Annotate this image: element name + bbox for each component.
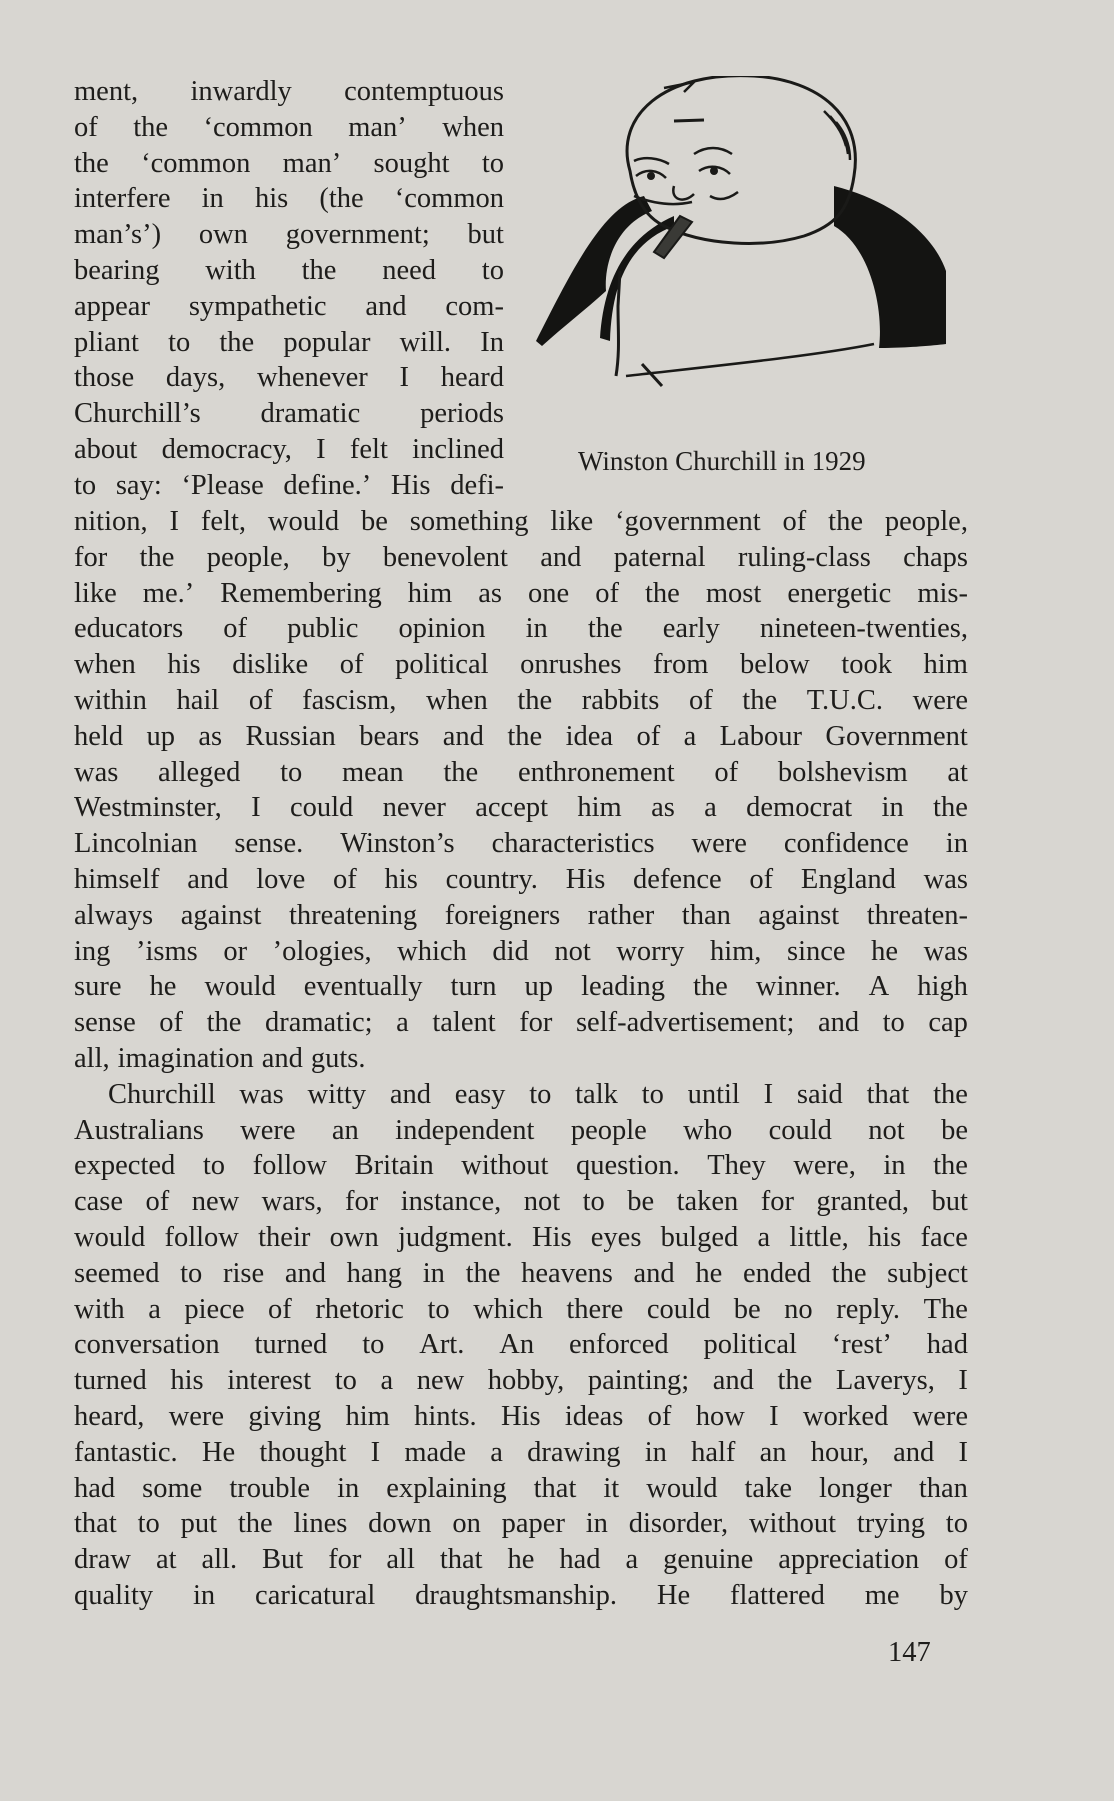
text-line: Churchill’s dramatic periods bbox=[74, 398, 504, 430]
text-line: would follow their own judgment. His eyes bulged a little, his face bbox=[74, 1221, 968, 1253]
text-line: Churchill was witty and easy to talk to until I said that the bbox=[108, 1078, 968, 1110]
text-line: pliant to the popular will. In bbox=[74, 326, 504, 358]
text-line: quality in caricatural draughtsmanship. He flattered me by bbox=[74, 1579, 968, 1611]
text-line: conversation turned to Art. An enforced political ‘rest’ had bbox=[74, 1329, 968, 1361]
text-line: turned his interest to a new hobby, painting; and the Laverys, I bbox=[74, 1365, 968, 1397]
text-line: all, imagination and guts. bbox=[74, 1042, 366, 1074]
text-line: ing ’isms or ’ologies, which did not worry him, since he was bbox=[74, 935, 968, 967]
text-line: when his dislike of political onrushes from below took him bbox=[74, 649, 968, 681]
text-line: that to put the lines down on paper in disorder, without trying to bbox=[74, 1508, 968, 1540]
text-line: nition, I felt, would be something like ‘government of the people, bbox=[74, 506, 968, 537]
text-line: Lincolnian sense. Winston’s characteristics were confidence in bbox=[74, 828, 968, 860]
text-line: held up as Russian bears and the idea of a Labour Government bbox=[74, 720, 968, 752]
text-line: within hail of fascism, when the rabbits of the T.U.C. were bbox=[74, 684, 968, 716]
text-line: draw at all. But for all that he had a genuine appreciation of bbox=[74, 1544, 968, 1576]
text-line: always against threatening foreigners rather than against threaten- bbox=[74, 899, 968, 931]
text-line: case of new wars, for instance, not to be taken for granted, but bbox=[74, 1186, 968, 1218]
text-line: the ‘common man’ sought to bbox=[74, 147, 504, 179]
text-line: Australians were an independent people who could not be bbox=[74, 1114, 968, 1146]
text-line: those days, whenever I heard bbox=[74, 362, 504, 394]
text-line: had some trouble in explaining that it would take longer than bbox=[74, 1472, 968, 1504]
page-number: 147 bbox=[888, 1637, 931, 1668]
narrow-text-column bbox=[74, 74, 504, 504]
text-line: sense of the dramatic; a talent for self-advertisement; and to cap bbox=[74, 1007, 968, 1039]
text-line: Westminster, I could never accept him as a democrat in the bbox=[74, 792, 968, 824]
text-line: sure he would eventually turn up leading the winner. A high bbox=[74, 971, 968, 1003]
text-line: expected to follow Britain without question. They were, in the bbox=[74, 1150, 968, 1182]
text-line: of the ‘common man’ when bbox=[74, 111, 504, 143]
text-line: fantastic. He thought I made a drawing in half an hour, and I bbox=[74, 1436, 968, 1468]
churchill-caricature bbox=[534, 76, 974, 436]
text-line: man’s’) own government; but bbox=[74, 219, 504, 251]
caricature-drawing bbox=[534, 76, 974, 436]
text-line: bearing with the need to bbox=[74, 254, 504, 286]
text-line: for the people, by benevolent and paternal ruling-class chaps bbox=[74, 541, 968, 573]
text-line: ment, inwardly contemptuous bbox=[74, 76, 504, 107]
text-line: like me.’ Remembering him as one of the most energetic mis- bbox=[74, 577, 968, 609]
text-line: appear sympathetic and com- bbox=[74, 290, 504, 322]
text-line: about democracy, I felt inclined bbox=[74, 433, 504, 465]
text-line: educators of public opinion in the early nineteen-twenties, bbox=[74, 613, 968, 645]
text-line: was alleged to mean the enthronement of bolshevism at bbox=[74, 756, 968, 788]
text-line: seemed to rise and hang in the heavens and he ended the subject bbox=[74, 1257, 968, 1289]
text-line: with a piece of rhetoric to which there could be no reply. The bbox=[74, 1293, 968, 1325]
text-line: heard, were giving him hints. His ideas of how I worked were bbox=[74, 1400, 968, 1432]
text-line: to say: ‘Please define.’ His defi- bbox=[74, 469, 504, 501]
wide-text-column bbox=[74, 504, 968, 1614]
text-line: interfere in his (the ‘common bbox=[74, 183, 504, 215]
figure-caption: Winston Churchill in 1929 bbox=[578, 446, 866, 476]
text-line: himself and love of his country. His defence of England was bbox=[74, 863, 968, 895]
